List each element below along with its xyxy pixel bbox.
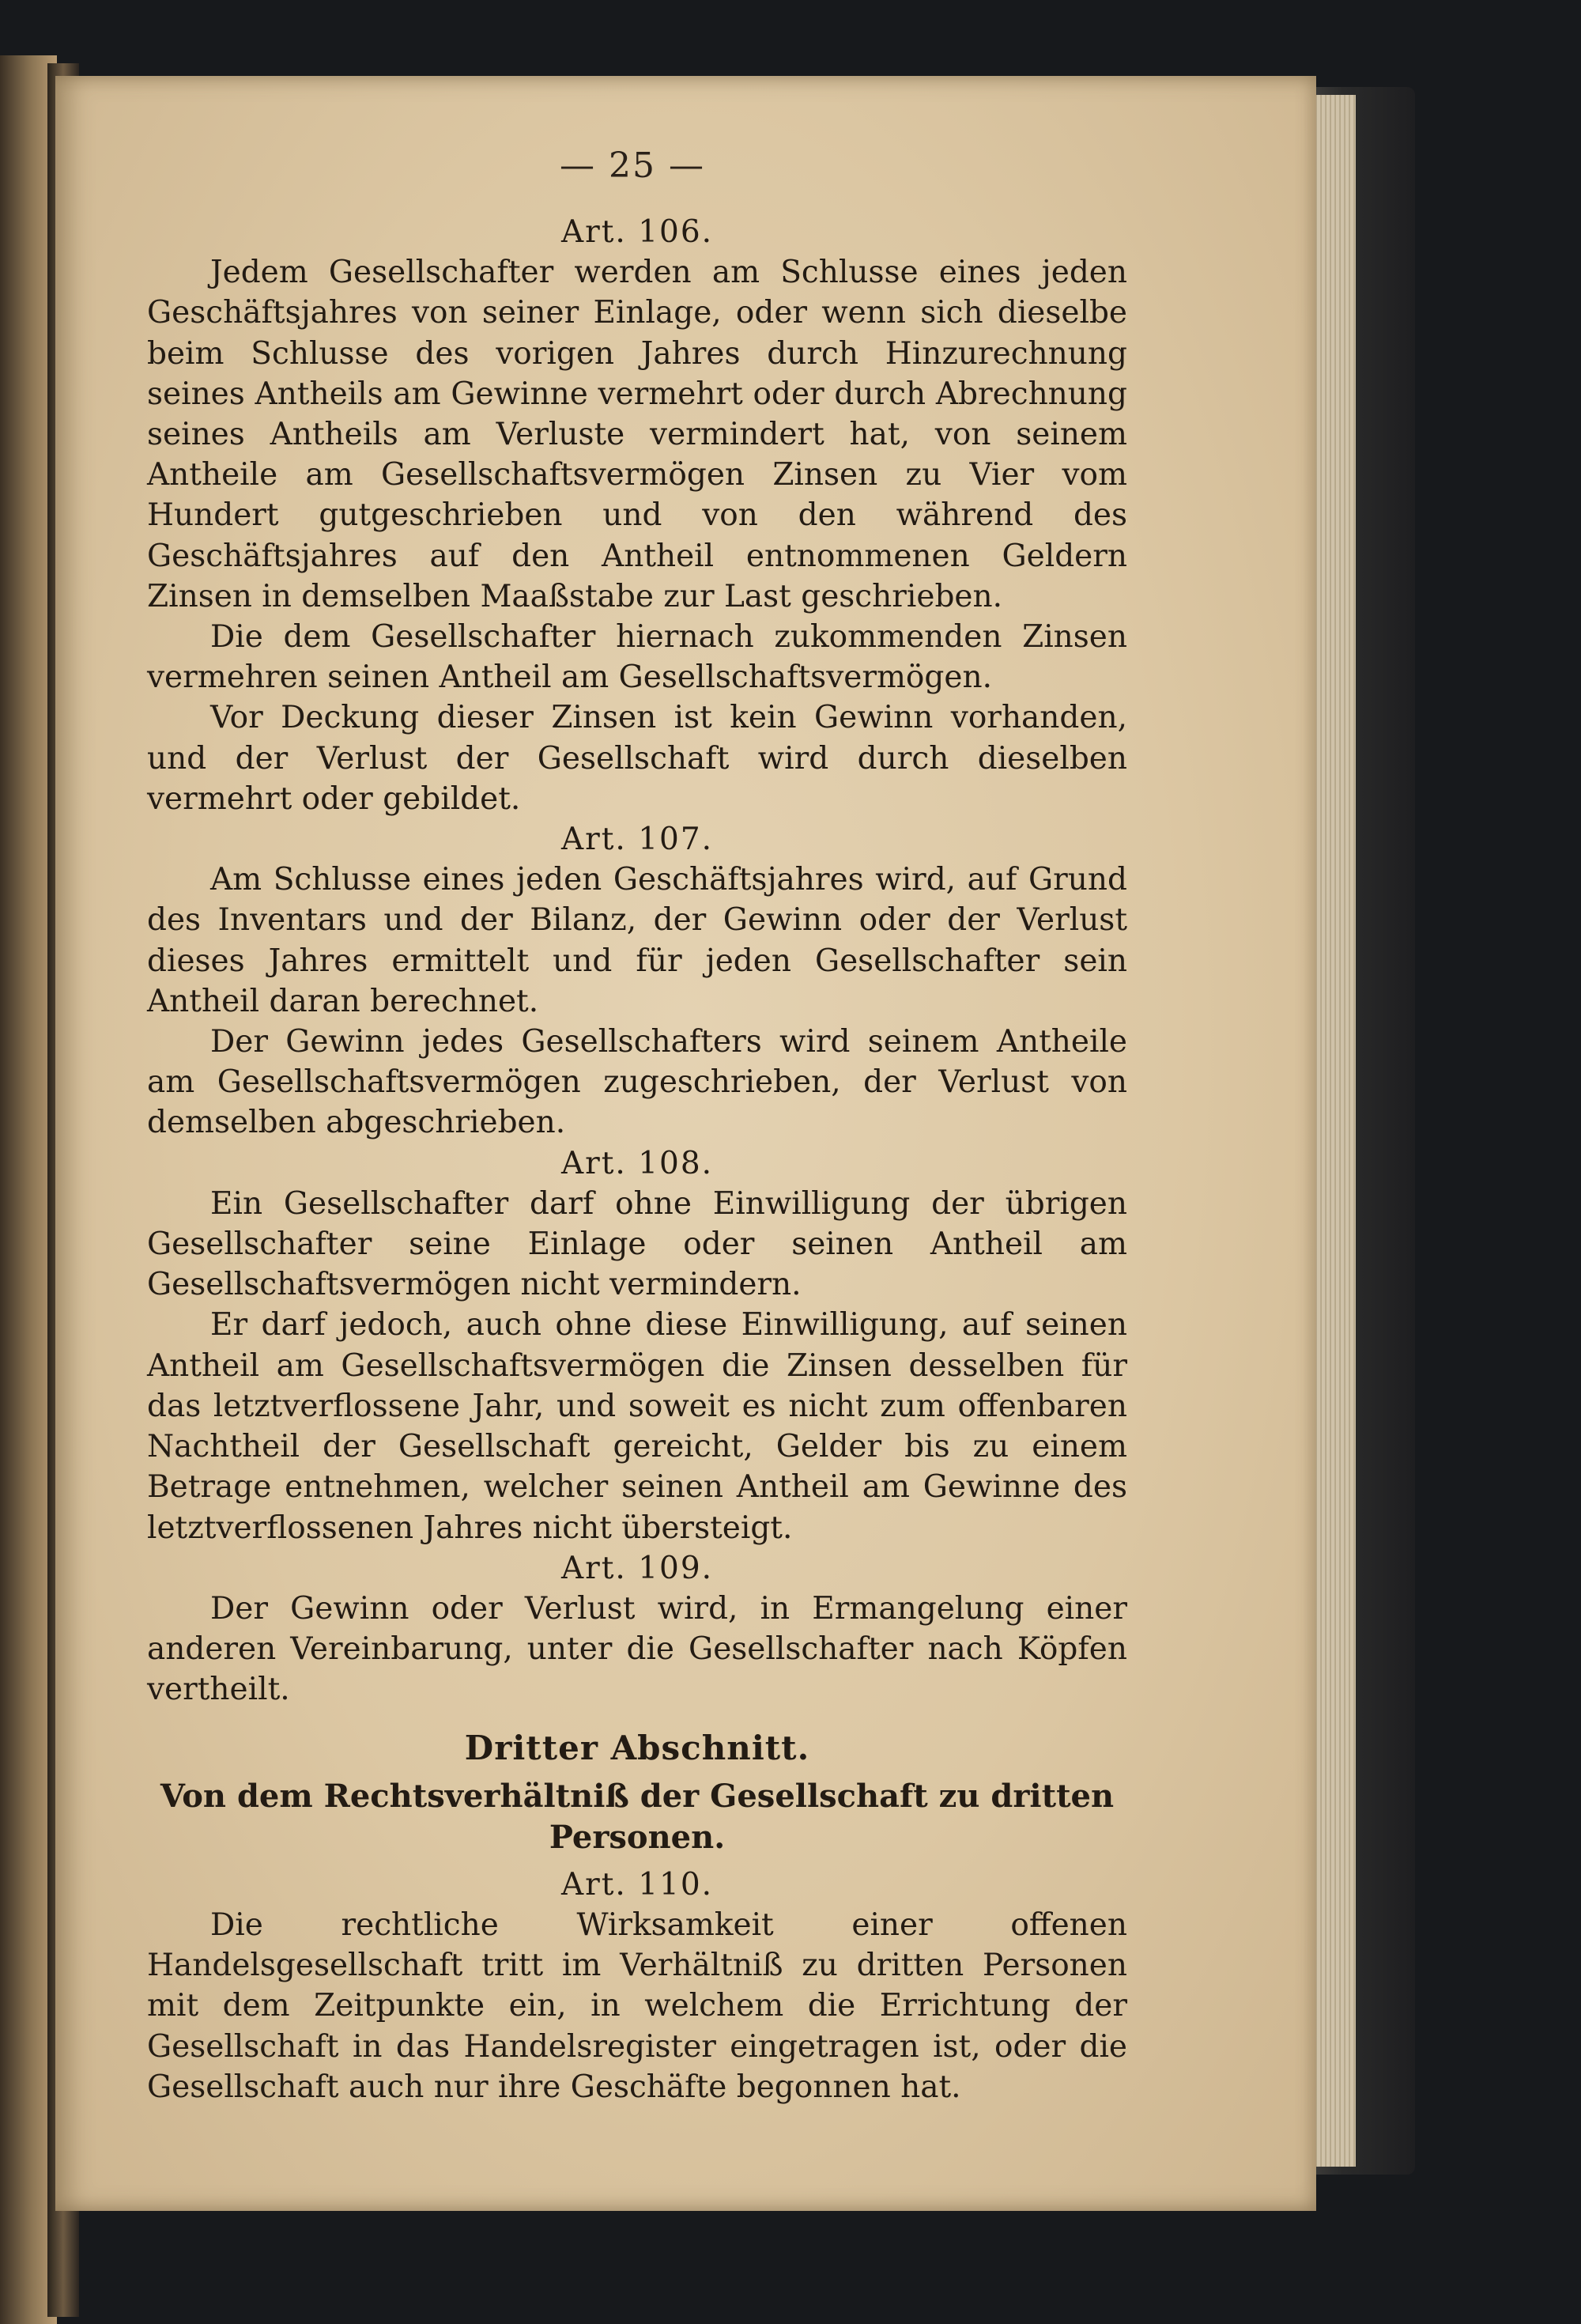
page-text bbox=[147, 212, 1127, 2107]
paragraph: Vor Deckung dieser Zinsen ist kein Gewinn vorhanden, und der Verlust der Gesellschaft wird durch dieselben vermehrt oder gebildet. bbox=[147, 700, 1127, 817]
paragraph: Die rechtliche Wirksamkeit einer offenen Handelsgesellschaft tritt im Verhältniß zu dritten Personen mit dem Zeitpunkte ein, in welchem die Errichtung der Gesellschaft in das Handelsregister eingetragen ist, oder die Gesellschaft auch nur ihre Geschäfte begonnen hat. bbox=[147, 1906, 1127, 2105]
paragraph: Die dem Gesellschafter hiernach zukommenden Zinsen vermehren seinen Antheil am Gesellschaftsvermögen. bbox=[147, 619, 1127, 696]
article-heading: Art. 110. bbox=[560, 1866, 714, 1903]
subsection-heading: Von dem Rechtsverhältniß der Gesellschaft zu dritten Personen. bbox=[160, 1777, 1115, 1856]
page-number: — 25 — bbox=[560, 145, 705, 186]
section-heading: Dritter Abschnitt. bbox=[464, 1728, 810, 1767]
article-heading: Art. 109. bbox=[560, 1550, 714, 1586]
paragraph: Am Schlusse eines jeden Geschäftsjahres wird, auf Grund des Inventars und der Bilanz, der Gewinn oder der Verlust dieses Jahres ermittelt und für jeden Gesellschafter sein Antheil daran berechnet. bbox=[147, 862, 1127, 1019]
paragraph: Der Gewinn jedes Gesellschafters wird seinem Antheile am Gesellschaftsvermögen zugeschrieben, der Verlust von demselben abgeschrieben. bbox=[147, 1024, 1127, 1141]
paragraph: Ein Gesellschafter darf ohne Einwilligung der übrigen Gesellschafter seine Einlage oder seinen Antheil am Gesellschaftsvermögen nicht vermindern. bbox=[147, 1185, 1127, 1303]
paragraph: Er darf jedoch, auch ohne diese Einwilligung, auf seinen Antheil am Gesellschaftsvermögen die Zinsen desselben für das letztverflossene Jahr, und soweit es nicht zum offenbaren Nachtheil der Gesellschaft gereicht, Gelder bis zu einem Betrage entnehmen, welcher seinen Antheil am Gewinne des letztverflossenen Jahres nicht übersteigt. bbox=[147, 1307, 1127, 1546]
article-heading: Art. 107. bbox=[560, 822, 714, 858]
article-heading: Art. 108. bbox=[560, 1145, 714, 1181]
paragraph: Jedem Gesellschafter werden am Schlusse eines jeden Geschäftsjahres von seiner Einlage, oder wenn sich dieselbe beim Schlusse des vorigen Jahres durch Hinzurechnung seines Antheils am Gewinne vermehrt oder durch Abrechnung seines Antheils am Verluste vermindert hat, von seinem Antheile am Gesellschaftsvermögen Zinsen zu Vier vom Hundert gutgeschrieben und von den während des Geschäftsjahres auf den Antheil entnommenen Geldern Zinsen in demselben Maaßstabe zur Last geschrieben. bbox=[147, 255, 1127, 614]
article-heading: Art. 106. bbox=[560, 214, 714, 250]
paragraph: Der Gewinn oder Verlust wird, in Ermangelung einer anderen Vereinbarung, unter die Gesellschafter nach Köpfen vertheilt. bbox=[147, 1590, 1127, 1708]
